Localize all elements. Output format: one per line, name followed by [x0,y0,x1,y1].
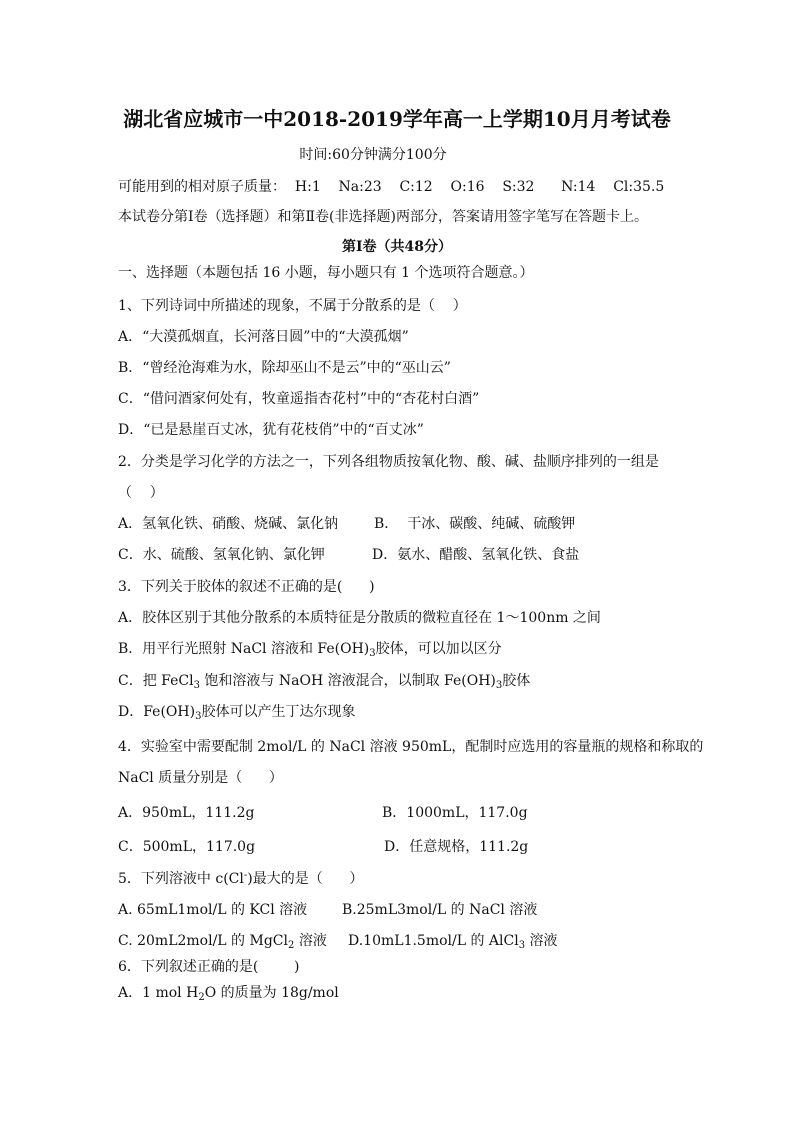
q1-stem: 1、下列诗词中所描述的现象，不属于分散系的是（ ） [118,298,467,314]
q3-option-c: C．把 FeCl$_3$ 饱和溶液与 NaOH 溶液混合，以制取 $Fe(OH)_3$胶体 [118,673,531,691]
section1-title: 第Ⅰ卷（共48分） [341,239,453,255]
exam-intro: 本试卷分第Ⅰ卷（选择题）和第Ⅱ卷(非选择题)两部分，答案请用签字笔写在答题卡上。 [118,209,648,225]
q5-option-a: A. 65mL1mol/L 的 KCl 溶液 [118,902,308,918]
q4-option-a: A．950mL，111.2g [118,805,255,821]
q2-stem-cont: （ ） [118,485,164,501]
q4-option-d: D．任意规格，111.2g [384,839,529,855]
section1-instructions: 一、选择题（本题包括 16 小题，每小题只有 1 个选项符合题意。） [118,265,534,281]
q4-stem-cont: NaCl 质量分别是（ ） [118,770,283,786]
exam-title: 湖北省应城市一中2018-2019学年高一上学期10月月考试卷 [123,107,671,131]
q2-option-c: C．水、硫酸、氢氧化钠、氯化钾 [118,547,325,563]
q3-stem: 3．下列关于胶体的叙述不正确的是( ) [118,579,375,595]
q1-option-a: A．“大漠孤烟直，长河落日圆”中的“大漠孤烟” [118,329,409,345]
q4-option-b: B．1000mL，117.0g [382,805,528,821]
q3-option-d: D．$Fe(OH)_3$胶体可以产生丁达尔现象 [118,704,356,722]
atomic-masses: 可能用到的相对原子质量： H:1 Na:23 C:12 O:16 S:32 N:14 Cl:35.5 [118,179,665,195]
q4-stem: 4．实验室中需要配制 2mol/L 的 NaCl 溶液 950mL，配制时应选用的容量瓶的规格和称取的 [118,739,704,755]
q1-option-c: C．“借问酒家何处有，牧童遥指杏花村”中的“杏花村白酒” [118,391,480,407]
q5-option-c: C. 20mL2mol/L 的 MgCl$_2$ 溶液 [118,933,327,951]
time-info: 时间:60分钟满分100分 [299,147,447,163]
q2-stem: 2．分类是学习化学的方法之一，下列各组物质按氧化物、酸、碱、盐顺序排列的一组是 [118,454,659,470]
q5-option-d: D.10mL1.5mol/L 的 AlCl$_3$ 溶液 [348,933,558,951]
q3-option-a: A．胶体区别于其他分散系的本质特征是分散质的微粒直径在 1～100nm 之间 [118,610,601,626]
q1-option-d: D．“已是悬崖百丈冰，犹有花枝俏”中的“百丈冰” [118,422,424,438]
q4-option-c: C．500mL，117.0g [118,839,256,855]
q2-option-b: B． 干冰、碳酸、纯碱、硫酸钾 [374,516,576,532]
q5-stem: 5．下列溶液中 c(Cl-)最大的是（ ） [118,870,364,887]
q3-option-b: B．用平行光照射 NaCl 溶液和 $Fe(OH)_3$胶体，可以加以区分 [118,641,502,659]
q6-stem: 6．下列叙述正确的是( ) [118,959,300,975]
q2-option-a: A．氢氧化铁、硝酸、烧碱、氯化钠 [118,516,339,532]
q6-option-a: A．1 mol $H_2O$ 的质量为 18g/mol [118,985,339,1003]
q2-option-d: D．氨水、醋酸、氢氧化铁、食盐 [372,547,580,563]
q5-option-b: B.25mL3mol/L 的 NaCl 溶液 [342,902,538,918]
q1-option-b: B．“曾经沧海难为水，除却巫山不是云”中的“巫山云” [118,360,451,376]
